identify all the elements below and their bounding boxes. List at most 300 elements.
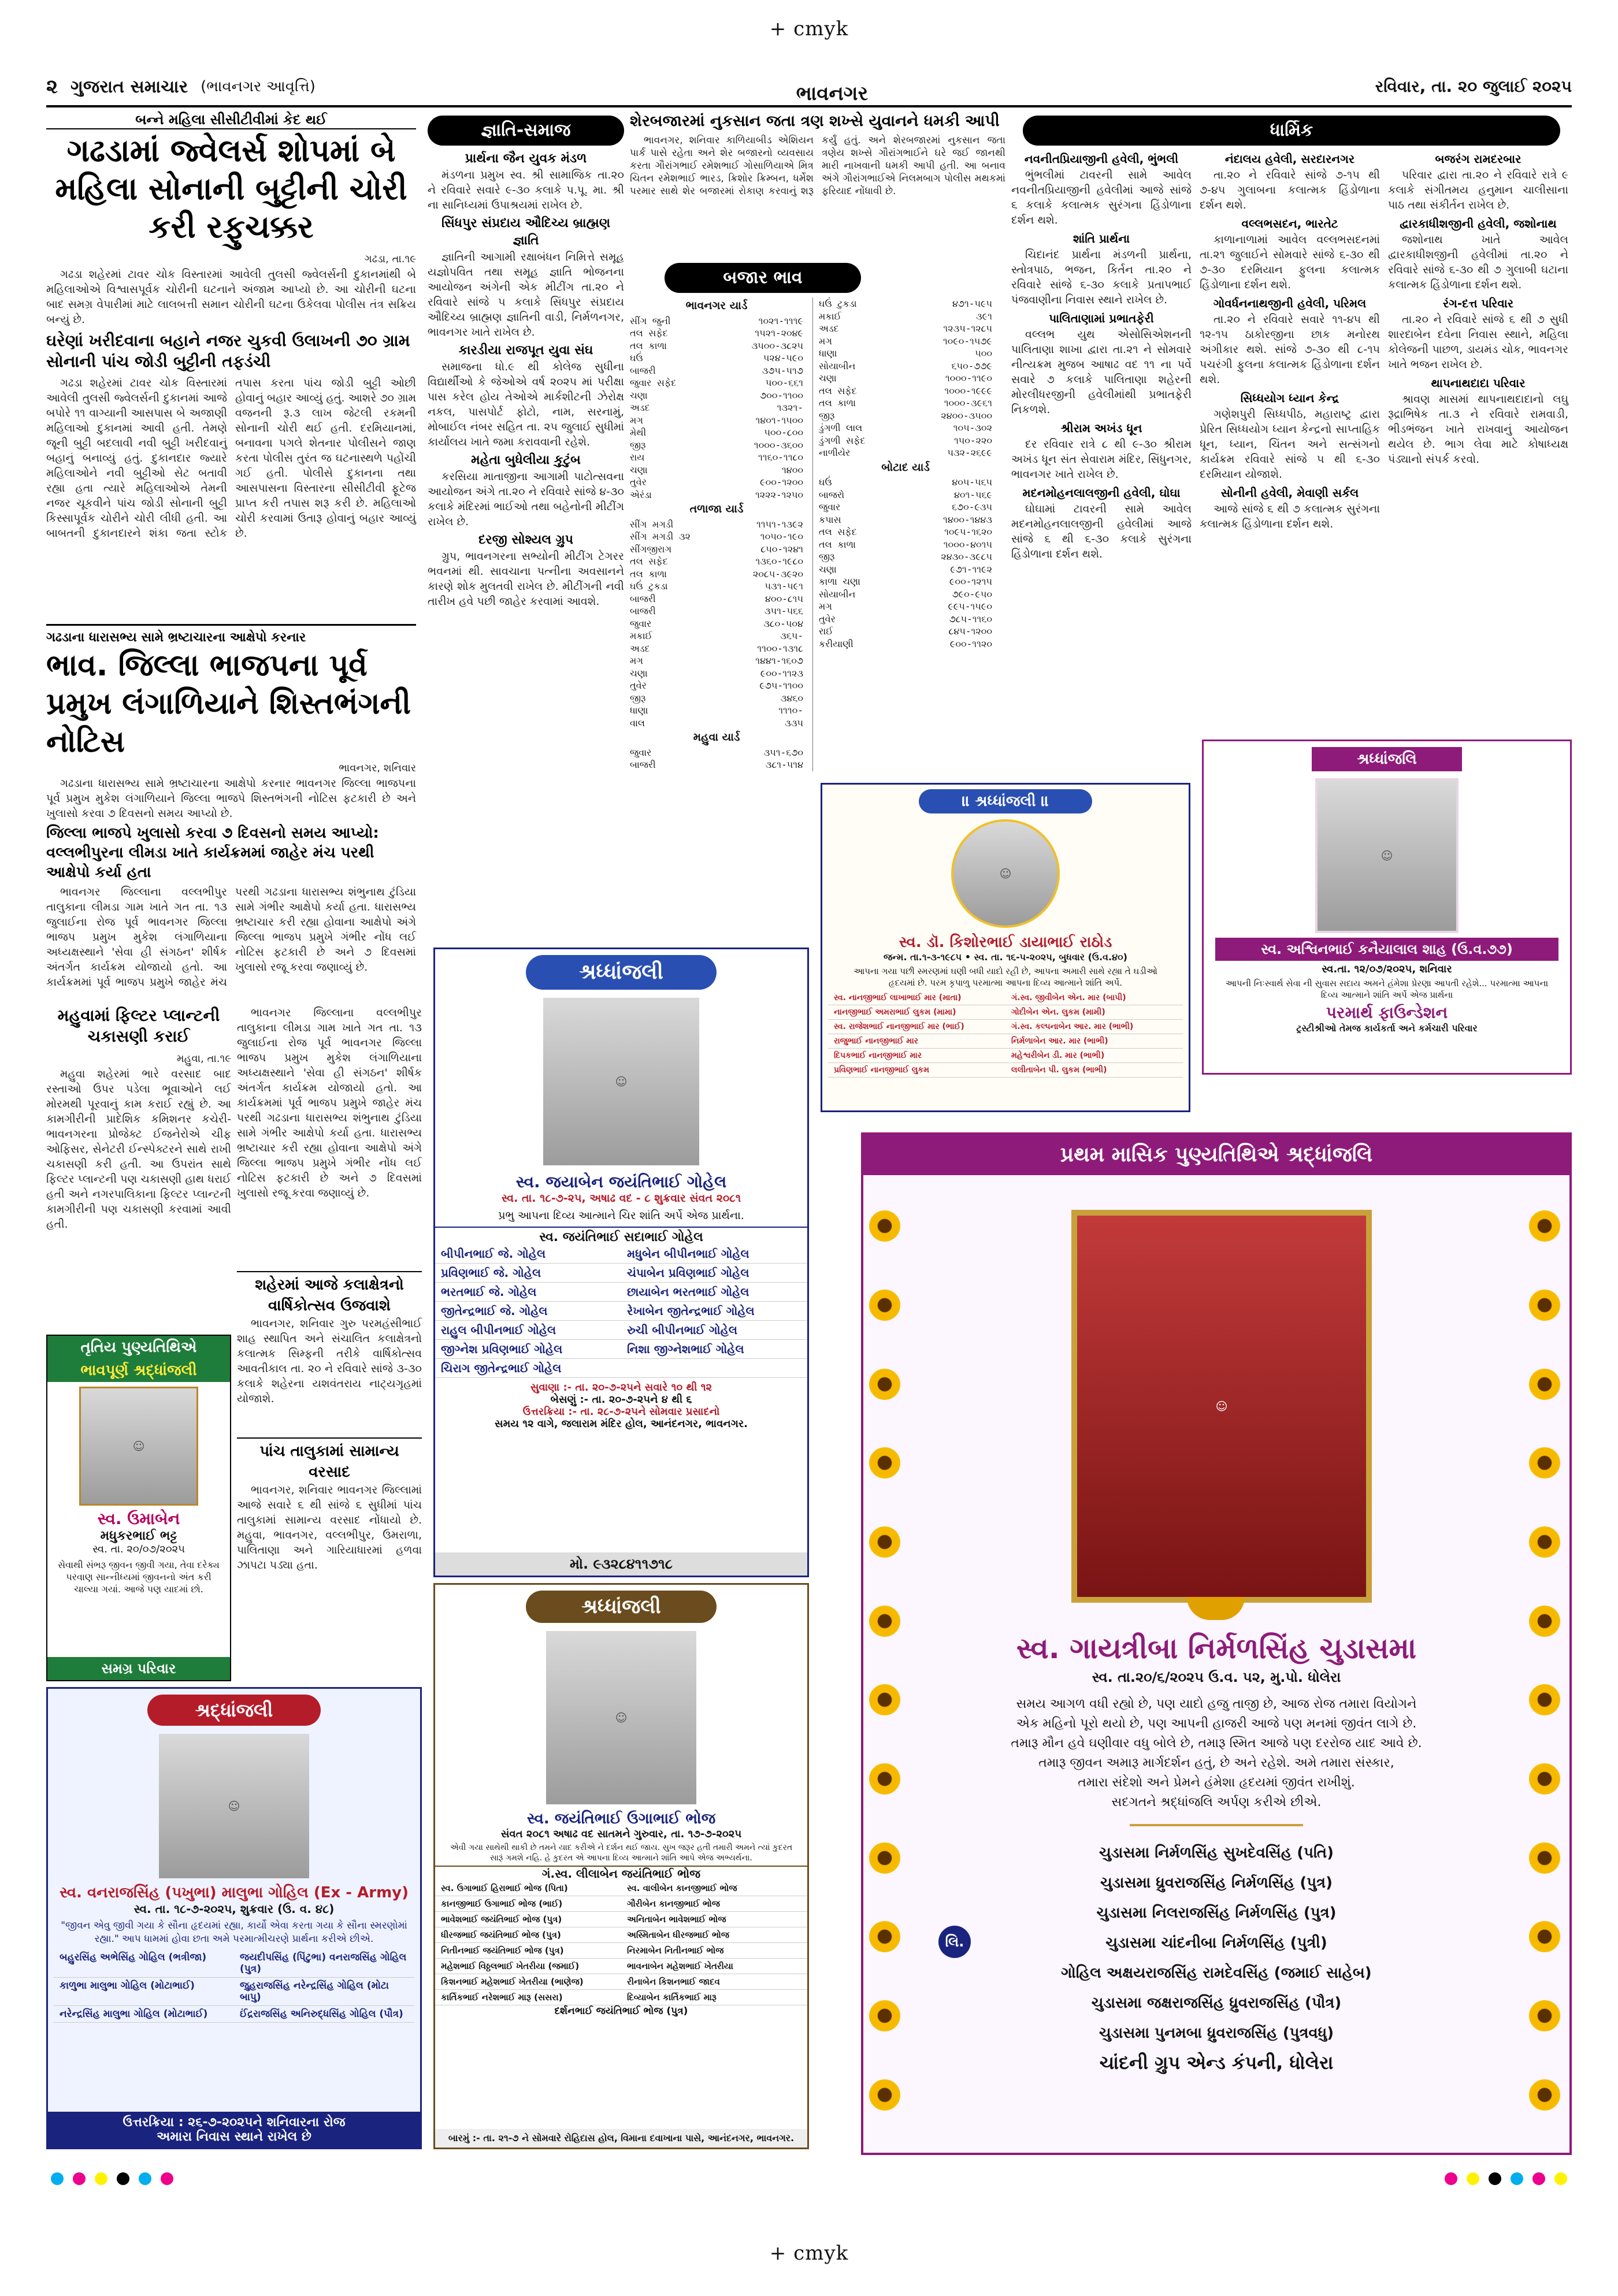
price-row xyxy=(819,514,992,526)
name-cell: નિરમાબેન નિતીનભાઈ ભોજ xyxy=(621,1943,807,1959)
obit4-line: એક મહિનો પૂરો થયો છે, પણ આપની હાજરી આજે પણ મનમાં જીવંત લાગે છે. xyxy=(1016,1717,1417,1731)
story2-lead: ગઢડાના ધારાસભ્ય સામે ભ્રષ્ટાચારના આક્ષેપો કરનાર ભાવનગર જિલ્લા ભાજપના પૂર્વ પ્રમુખ મુકેશ લંગાળિયાને જિલ્લા ભાજપે શિસ્તભંગની નોટિસ ફટકારી છે અને ખુલાસો કરવા ૭ દિવસનો સમય આપ્યો છે. xyxy=(46,777,416,820)
commodity-name: તલ સફેદ xyxy=(630,328,668,339)
religious-body: આજે સાંજે ૬ થી ૭ કલાત્મક સુરંગના કલાત્મક હિંડોળાના દર્શન થશે. xyxy=(1200,503,1380,530)
obit4-name: સ્વ. ગાયત્રીબા નિર્મળસિંહ ચુડાસમા xyxy=(1016,1632,1417,1665)
name-row: ચુડાસમા નિર્મળસિંહ સુખદેવસિંહ (પતિ) xyxy=(1099,1844,1334,1862)
religious-title: મદનમોહનલાલજીની હવેલી, ઘોઘા xyxy=(1022,486,1181,500)
obit6-date: સ્વ. તા. ૧૮-૭-૨૦૨૫, શુક્રવાર (ઉ. વ. ૪૮) xyxy=(133,1902,335,1916)
price-row xyxy=(630,340,803,352)
commodity-name: સોયાબીન xyxy=(819,588,856,600)
price-row xyxy=(630,543,803,556)
obit1-date: સ્વ. તા. ૧૮-૭-૨૫, અષાઢ વદ - ૮ શુક્રવાર સંવત ૨૦૮૧ xyxy=(501,1192,741,1205)
price-row xyxy=(630,759,803,771)
commodity-price: ૭૮૫-૧૧૬૦ xyxy=(949,613,992,625)
commodity-price: ૧૧૧૦- xyxy=(778,705,803,716)
commodity-name: ઘઉં xyxy=(630,352,643,363)
community-item-title: મહેતા બુધેલીયા કુટુંબ xyxy=(471,453,581,467)
story3-text: મહુવા શહેરમાં ભારે વરસાદ બાદ રસ્તાઓ ઉપર પડેલા ભૂવાઓને લઈ મોરમથી પૂરવાનું કામ કરાઈ રહ્યું છે. આ કામગીરીની પ્રાદેશિક કમિશનર કચેરી-ભાવનગરના પ્રોજેક્ટ ઈજનેરોએ ચીફ ઓફિસર, સેનેટરી ઈન્સ્પેક્ટરને સાથે રાખી ચકાસણી કરી હતી. આ ઉપરાંત સાથે ફિલ્ટર પ્લાન્ટની પણ ચકાસણી હાથ ધરાઈ હતી અને નગરપાલિકાના ફિલ્ટર પ્લાન્ટની કામગીરીની પણ ચકાસણી કરવામાં આવી હતી. xyxy=(46,1068,231,1231)
commodity-name: રાઈ xyxy=(819,626,833,637)
name-cell: કિશનભાઈ મહેશભાઈ ખેતરીયા (ભાણેજ) xyxy=(435,1974,621,1990)
price-row xyxy=(630,451,803,464)
price-row xyxy=(630,679,803,692)
story1 xyxy=(46,111,416,619)
yard-title: બોટાદ યાર્ડ xyxy=(881,460,930,474)
price-row xyxy=(819,372,992,385)
commodity-name: એરંડા xyxy=(630,489,652,500)
commodity-name: જીરૂ xyxy=(819,410,835,421)
story2-body2 xyxy=(46,885,416,990)
portrait-icon: ☺ xyxy=(132,1439,145,1453)
commodity-price: ૧૦૦૦-૧૧૯૦ xyxy=(945,373,992,384)
price-row xyxy=(819,335,992,348)
obit1-phone: મો. ૯૩૨૮૪૧૧૭૧૮ xyxy=(435,1552,807,1576)
commodity-name: બાજરી xyxy=(630,593,656,604)
religious-title: સિધ્ધયોગ ધ્યાન કેન્દ્ર xyxy=(1240,391,1339,405)
obit6-footer2: અમારા નિવાસ સ્થાને રાખેલ છે xyxy=(157,2130,311,2144)
price-row xyxy=(819,310,992,323)
pune-photo xyxy=(79,1387,198,1506)
urban-body1 xyxy=(237,1316,422,1437)
price-row xyxy=(819,638,992,651)
name-row: ચુડાસમા પુનમબા ધ્રુવરાજસિંહ (પુત્રવધુ) xyxy=(1099,2024,1334,2042)
commodity-price: ૯૯૫-૧૫૯૦ xyxy=(948,601,992,612)
obit4 xyxy=(861,1132,1572,2155)
price-row xyxy=(819,489,992,501)
obit2-photo xyxy=(951,819,1060,928)
pune-family: સમગ્ર પરિવાર xyxy=(47,1657,230,1680)
name-cell: નરેન્દ્રસિંહ માલુભા ગોહિલ (મોટાભાઈ) xyxy=(54,2006,234,2023)
registration-top xyxy=(699,17,919,46)
black-dot xyxy=(1489,2172,1501,2185)
name-cell: નિશા જીગ્નેશભાઈ ગોહેલ xyxy=(621,1340,807,1359)
commodity-name: ઘઉં ટુકડા xyxy=(819,298,857,309)
commodity-name: વાલ xyxy=(630,717,645,729)
name-cell: છાયાબેન ભરતભાઈ ગોહેલ xyxy=(621,1283,807,1302)
commodity-price: ૩૫૧-૬૭૦ xyxy=(763,746,803,758)
name-cell: નાનજીભાઈ અમરાભાઈ લુકમ (મામા) xyxy=(828,1005,1005,1020)
name-cell: ભાવેશભાઈ જયંતિભાઈ ભોજ (પુત્ર) xyxy=(435,1912,621,1927)
obit4-text xyxy=(915,1695,1517,1812)
obit1-uthamnu: ઉત્તરક્રિયા :- તા. ૨૮-૭-૨૫ને સોમવાર પ્રસાદનો xyxy=(522,1406,720,1418)
sunflower-icon xyxy=(1529,1526,1560,1558)
religious-body: વલ્લભ યુથ એસોસિએશનની પાલિતાણા શાખા દ્વારા તા.૨૧ ને સોમવારે નીત્યક્રમ મુજબ આષાઢ વદ ૧૧ ના પર્વે સવારે ૭ કલાકે પાલિતાણા શહેરની મોરલીધરજીની હવેલીમાંથી પ્રભાતફેરી નિકળશે. xyxy=(1011,328,1192,416)
commodity-price: ૨૪૦૦-૩૫૦૦ xyxy=(941,410,992,421)
price-row xyxy=(819,538,992,551)
sunflower-icon xyxy=(869,2000,900,2031)
price-row xyxy=(630,746,803,759)
religious-body: તા.૨૦ ને રવિવારે સાંજે ૬ થી ૭ સુધી શારદાબેન દવેના નિવાસ સ્થાને, મહિલા કોલેજની પાછળ, ડાયમંડ ચોક, ભાવનગર ખાતે ભજન રાખેલ છે. xyxy=(1388,313,1568,371)
religious-columns xyxy=(1011,150,1572,564)
paper-name: ગુજરાત સમાચાર xyxy=(70,76,188,97)
market-col-right xyxy=(812,298,992,771)
commodity-name: બાજરી xyxy=(630,759,656,770)
obit3-sub: ટ્રસ્ટીશ્રીઓ તેમજ કાર્યકર્તા અને કર્મચારી પરિવાર xyxy=(1296,1023,1478,1034)
price-row xyxy=(630,327,803,340)
commodity-price: ૨૪૩૦-૩૯૮૫ xyxy=(941,551,992,562)
sunflower-icon xyxy=(1529,2079,1560,2111)
name-cell: કાનજીભાઈ ઉગાભાઈ ભોજ (ભાઈ) xyxy=(435,1896,621,1912)
obit1-head: સ્વ. જયંતિભાઈ સદાભાઈ ગોહેલ xyxy=(435,1227,807,1244)
price-row xyxy=(630,315,803,328)
commodity-price: ૧૧૦૦-૧૩૧૮ xyxy=(757,642,803,654)
commodity-price: ૧૪૦૧-૧૫૦૦ xyxy=(755,414,803,426)
name-cell: પ્રવિણભાઈ જે. ગોહેલ xyxy=(435,1264,621,1283)
magenta-dot xyxy=(161,2172,173,2185)
price-row xyxy=(630,489,803,501)
name-cell: મહેશ્વરીબેન ડી. માર (ભાભી) xyxy=(1005,1049,1183,1063)
obit1-name: સ્વ. જયાબેન જયંતિભાઈ ગોહેલ xyxy=(515,1172,727,1191)
commodity-price: ૯૭૧-૧૧૯૨ xyxy=(950,563,992,575)
commodity-price: ૧૧૬૦-૧૧૮૦ xyxy=(758,452,803,463)
sunflower-icon xyxy=(1529,1684,1560,1715)
community-item-body: મંડળના પ્રમુખ સ્વ. શ્રી સામાજિક તા.૨૦ ને રવિવારે સવારે ૯-૩૦ કલાકે પ.પૂ. મા. શ્રી ના સાનિધ્યમાં ઉપાશ્રયમાં રાખેલ છે. xyxy=(428,169,624,211)
commodity-price: ૫૦૦ xyxy=(975,348,992,359)
name-cell: લલીતાબેન પી. લુકમ (ભાભી) xyxy=(1005,1063,1183,1078)
price-row xyxy=(819,322,992,335)
sunflower-icon xyxy=(869,1369,900,1400)
price-row xyxy=(819,397,992,410)
story3-headline: મહુવામાં ફિલ્ટર પ્લાન્ટની ચકાસણી કરાઈ xyxy=(57,1006,220,1046)
name-cell xyxy=(621,1359,807,1378)
community-item-body: સમાજના ધો.૯ થી કોલેજ સુધીના વિદ્યાર્થીઓ કે જેઓએ વર્ષ ૨૦૨૫ માં પરીક્ષા પાસ કરેલ હોય તેઓએ માર્કશીટની ઝેરોક્ષ નકલ, પાસપોર્ટ ફોટો, નામ, સરનામું, મોબાઈલ નંબર સહિત તા. ૨૫ જુલાઈ સુધીમાં કાર્યાલય ખાતે જમા કરાવવાની રહેશે. xyxy=(428,361,624,448)
price-row xyxy=(630,593,803,605)
urban-body2-text: ભાવનગર, શનિવાર ભાવનગર જિલ્લામાં આજે સવારે ૬ થી સાંજે ૬ સુધીમાં પાંચ તાલુકામાં સામાન્ય વરસાદ નોંધાયો છે. મહુવા, ભાવનગર, વલ્લભીપુર, ઉમરાળા, પાલિતાણા અને ગારિયાધારમાં હળવા ઝાપટા પડ્યા હતા. xyxy=(237,1484,422,1571)
commodity-name: નાળીયેર xyxy=(819,447,851,458)
urban-head1: શહેરમાં આજે કલાક્ષેત્રનો વાર્ષિકોત્સવ ઉજવાશે xyxy=(237,1271,422,1316)
commodity-name: બાજરો xyxy=(819,489,845,500)
commodity-price: ૬૫૦-૭૭૯ xyxy=(951,360,992,371)
commodity-name: તલ સફેદ xyxy=(630,556,668,567)
price-row xyxy=(630,618,803,630)
price-row xyxy=(630,704,803,717)
commodity-name: સોયાબીન xyxy=(819,360,856,371)
name-cell: ધીરજભાઈ જયંતિભાઈ ભોજ (પુત્ર) xyxy=(435,1927,621,1943)
yellow-dot xyxy=(1554,2172,1567,2185)
name-cell: બહુરસિંહ અભેસિંહ ગોહિલ (ભત્રીજા) xyxy=(54,1949,234,1978)
price-row xyxy=(630,439,803,452)
sunflower-icon xyxy=(1529,1606,1560,1637)
commodity-name: કાળા ચણા xyxy=(819,576,860,587)
commodity-name: ડુંગળી સફેદ xyxy=(819,434,866,446)
obit5-banner: શ્રધ્ધાંજલી xyxy=(526,1591,717,1623)
cyan-dot xyxy=(51,2172,64,2185)
name-cell: મહેશભાઈ વિઠ્ઠલભાઈ ખેતરીયા (જમાઈ) xyxy=(435,1959,621,1974)
religious-col1 xyxy=(1011,150,1192,564)
obit1-sava: સુવાણા :- તા. ૨૦-૭-૨૫ને સવારે ૧૦ થી ૧૨ xyxy=(530,1381,712,1394)
commodity-name: ચણા xyxy=(630,389,648,401)
commodity-name: જીરૂ xyxy=(630,439,646,451)
name-cell: બીપીનભાઈ જે. ગોહેલ xyxy=(435,1244,621,1264)
commodity-name: મકાઈ xyxy=(819,310,841,322)
commodity-name: તલ કાળા xyxy=(819,538,856,550)
stock-story xyxy=(630,111,1005,255)
pune-title: ભાવપૂર્ણ શ્રદ્ધાંજલી xyxy=(47,1359,230,1382)
commodity-name: બાજરી xyxy=(630,605,656,616)
story2-body2-text: ભાવનગર જિલ્લાના વલ્લભીપુર તાલુકાના લીમડા ગામ ખાતે ગત તા. ૧૩ જુલાઈના રોજ પૂર્વ ભાવનગર જિલ્લા ભાજપ પ્રમુખ મુકેશ લંગાળિયાના અધ્યક્ષસ્થાને 'સેવા હી સંગઠન' શીર્ષક અંતર્ગત કાર્યક્રમ યોજાયો હતો. આ કાર્યક્રમમાં પૂર્વ ભાજપ પ્રમુખે જાહેર મંચ પરથી ગઢડાના ધારાસભ્ય શંભુનાથ ટુંડિયા સામે ગંભીર આક્ષેપો કર્યા હતા. ધારાસભ્ય ભ્રષ્ટાચાર કરી રહ્યા હોવાના આક્ષેપો અંગે જિલ્લા ભાજપ પ્રમુખે ગંભીર નોંધ લઈ નોટિસ ફટકારી છે અને ૭ દિવસમાં ખુલાસો રજૂ કરવા જણાવ્યું છે. xyxy=(46,886,416,989)
commodity-name: જુવાર xyxy=(630,618,652,629)
commodity-name: તલ કાળા xyxy=(630,568,667,579)
commodity-price: ૩૯૧ xyxy=(976,310,992,322)
name-cell: કાર્તિકભાઈ નરેશભાઈ મારૂ (સસરા) xyxy=(435,1990,621,2005)
commodity-name: તુવેર xyxy=(630,477,647,488)
price-row xyxy=(630,630,803,642)
sunflower-icon xyxy=(869,1684,900,1715)
story2-kicker: ગઢડાના ધારાસભ્ય સામે ભ્રષ્ટાચારના આક્ષેપો કરનાર xyxy=(46,630,306,645)
obit4-firm: ચાંદની ગ્રુપ એન્ડ કંપની, ધોલેરા xyxy=(1099,2052,1334,2074)
price-row xyxy=(630,530,803,543)
commodity-name: સીંગજીરાગ xyxy=(630,543,672,555)
obit3-banner: શ્રધ્ધાંજલિ xyxy=(1312,747,1462,771)
name-row: ચુડાસમા નિલરાજસિંહ નિર્મળસિંહ (પુત્ર) xyxy=(1096,1904,1337,1922)
commodity-price: ૩૪૬૦ xyxy=(780,692,803,704)
religious-body: કાળાનાળામાં આવેલ વલ્લભસદનમાં તા.૨૧ જુલાઈને સોમવારે સાંજે ૬-૩૦ થી ૭-૩૦ દરમિયાન ફુલના કલાત્મક હિંડોળાના દર્શન થશે. xyxy=(1200,233,1380,291)
obit4-li: લિ. xyxy=(938,1926,971,1958)
religious-body: જશોનાથ ખાતે આવેલ દ્વારકાધીશજીની હવેલીમાં તા.૨૦ ને રવિવારે સાંજે ૬-૩૦ થી ૭ ગુલાબી ઘટાના કલાત્મક હિંડોળાના દર્શન થશે. xyxy=(1388,233,1568,291)
religious-title: બજરંગ રામદરબાર xyxy=(1435,152,1521,166)
story1-kicker: બન્ને મહિલા સીસીટીવીમાં કેદ થઈ xyxy=(46,111,416,129)
religious-body: શ્રાવણ માસમાં થાપનાથદાદાનો લઘુ રૂદ્રાભિષેક તા.૩ ને રવિવારે રામવાડી, ભીડભંજન ખાતે રાખવાનું આયોજન થયેલ છે. ભાગ લેવા માટે કોષાધ્યક્ષ પંડ્યાનો સંપર્ક કરવો. xyxy=(1388,393,1568,466)
sunflower-icon xyxy=(1529,1921,1560,1952)
price-row xyxy=(630,655,803,667)
name-cell: જીતેન્દ્રભાઈ જે. ગોહેલ xyxy=(435,1302,621,1321)
price-row xyxy=(819,600,992,613)
commodity-price: ૧૫૨૧-૨૦૪૯ xyxy=(755,328,803,339)
commodity-price: ૯૦૦-૧૧૨૩ xyxy=(760,667,803,679)
story1-dateline: ગઢડા, તા.૧૯ xyxy=(364,253,416,265)
religious-title: રંગ-દત્ત પરિવાર xyxy=(1442,296,1514,310)
story2 xyxy=(46,624,416,1000)
obit1-prayer: પ્રભુ આપના દિવ્ય આત્માને ચિર શાંતિ અર્પે એજ પ્રાર્થના. xyxy=(498,1209,744,1222)
name-cell: મધુબેન બીપીનભાઈ ગોહેલ xyxy=(621,1244,807,1264)
commodity-price: ૧૧૫૧-૧૩૯૨ xyxy=(756,518,803,530)
obit3 xyxy=(1202,740,1572,1075)
commodity-price: ૪૦૧-૫૬૯ xyxy=(954,489,992,500)
obit2-date: જન્મ. તા.૧-૩-૧૯૮૫ • સ્વ. તા. ૧૬-૫-૨૦૨૫, બુધવાર (ઉ.વ.૪૦) xyxy=(884,952,1127,963)
story2-headline: ભાવ. જિલ્લા ભાજપના પૂર્વ પ્રમુખ લંગાળિયાને શિસ્તભંગની નોટિસ xyxy=(46,648,411,759)
commodity-name: ધાણા xyxy=(819,348,837,359)
obit2-banner: ॥ શ્રધ્ધાંજલી ॥ xyxy=(919,789,1092,813)
yellow-dot xyxy=(1467,2172,1479,2185)
price-row xyxy=(819,588,992,601)
obit3-date: સ્વ.તા. ૧૨/૦૭/૨૦૨૫, શનિવાર xyxy=(1322,963,1452,975)
obit2-names xyxy=(822,991,1189,1078)
obit6-banner: શ્રદ્ધાંજલી xyxy=(147,1695,321,1726)
name-cell: ચંપાબેન પ્રવિણભાઈ ગોહેલ xyxy=(621,1264,807,1283)
commodity-name: જીરૂ xyxy=(819,551,835,562)
commodity-price: ૧૦૦૦-૩૬૦૦ xyxy=(754,439,803,451)
obit3-name: સ્વ. અશ્વિનભાઈ કનૈયાલાલ શાહ (ઉ.વ.૭૭) xyxy=(1215,938,1558,961)
commodity-name: ઘઉં xyxy=(819,477,832,488)
commodity-price: ૩૫૦૦-૩૮૨૫ xyxy=(751,340,803,351)
name-row: ગોહિલ અક્ષયરાજસિંહ રામદેવસિંહ (જમાઈ સાહેબ) xyxy=(1061,1964,1372,1982)
ornament-divider xyxy=(1130,1824,1303,1826)
religious-body: ગણેશપુરી સિધ્ધપીઠ, મહારાષ્ટ્ર દ્વારા પ્રેરિત સિધ્ધયોગ ધ્યાન કેન્દ્રનો સાપ્તાહિક ધૂન, ધ્યાન, ચિંતન અને સત્સંગનો કાર્યક્રમ રવિવારે સાંજે ૫ થી ૬-૩૦ દરમિયાન યોજાશે. xyxy=(1200,408,1380,481)
stock-headline: શેરબજારમાં નુકસાન જતા ત્રણ શખ્સે યુવાનને ધમકી આપી xyxy=(630,112,1000,130)
registration-label: + cmyk xyxy=(769,2242,849,2265)
religious-title: પાલિતાણામાં પ્રભાતફેરી xyxy=(1049,311,1154,325)
masthead-rule xyxy=(46,105,1572,107)
urban-news xyxy=(237,1005,422,1571)
price-row xyxy=(630,717,803,730)
obit1 xyxy=(433,948,809,1577)
commodity-name: ઘઉં ટુકડા xyxy=(630,581,668,592)
commodity-name: તુવેર xyxy=(819,613,836,625)
story3-body xyxy=(46,1052,231,1232)
commodity-name: અડદ xyxy=(630,642,650,654)
obit1-venue: સમય ૧૨ વાગે, જલારામ મંદિર હોલ, આનંદનગર, ભાવનગર. xyxy=(494,1418,748,1430)
obit1-besnu: બેસણું :- તા. ૨૦-૭-૨૫ને ૪ થી ૬ xyxy=(550,1394,692,1406)
commodity-price: ૧૦૯૦-૧૫૭૯ xyxy=(942,335,992,347)
sunflower-icon xyxy=(1529,2000,1560,2031)
obit6-footer xyxy=(48,2112,420,2148)
name-cell: રેખાબેન જીતેન્દ્રભાઈ ગોહેલ xyxy=(621,1302,807,1321)
name-cell: અસ્મિતાબેન ધીરજભાઈ ભોજ xyxy=(621,1927,807,1943)
obit1-schedule xyxy=(435,1381,807,1430)
price-row xyxy=(819,347,992,360)
price-row xyxy=(819,625,992,638)
price-row xyxy=(630,518,803,531)
commodity-price: ૩૬૫- xyxy=(780,630,803,641)
pune-tribute xyxy=(46,1335,231,1681)
name-cell: રીનાબેન કિશનભાઈ જાદવ xyxy=(621,1974,807,1990)
commodity-name: અડદ xyxy=(630,402,650,413)
commodity-name: તલ સફેદ xyxy=(819,385,857,396)
commodity-price: ૬૭૦-૯૩૫ xyxy=(952,501,992,512)
color-bar-left xyxy=(46,2172,254,2190)
commodity-name: ચણા xyxy=(819,373,837,384)
price-row xyxy=(630,692,803,705)
stock-body xyxy=(630,134,1005,199)
sunflower-icon xyxy=(1529,1369,1560,1400)
magenta-dot xyxy=(1532,2172,1545,2185)
portrait-icon: ☺ xyxy=(615,1711,628,1725)
commodity-name: કપાસ xyxy=(819,514,841,525)
religious-title: નંદાલય હવેલી, સરદારનગર xyxy=(1224,152,1355,166)
commodity-name: મગ xyxy=(819,601,832,612)
price-row xyxy=(630,476,803,489)
sunflower-icon xyxy=(1529,1842,1560,1874)
name-cell: ઈંદ્રરાજસિંહ અનિરુદ્ધસિંહ ગોહિલ (પૌત્ર) xyxy=(234,2006,414,2023)
commodity-price: ૫૩૨-૨૬૯૯ xyxy=(947,447,992,458)
price-row xyxy=(819,575,992,588)
story3-dateline: મહુવા, તા.૧૯ xyxy=(176,1053,231,1065)
obit6-photo xyxy=(159,1734,309,1878)
yard-title: તળાજા યાર્ડ xyxy=(689,503,744,515)
market-section-header: બજાર ભાવ xyxy=(665,263,861,293)
name-row: ચુડાસમા ધ્રુવરાજસિંહ નિર્મળસિંહ (પુત્ર) xyxy=(1100,1874,1333,1892)
commodity-price: ૩૮૧-૫૧૪ xyxy=(765,759,803,770)
commodity-price: ૧૦૦૦-૧૯૯૯ xyxy=(944,385,992,396)
story3 xyxy=(46,1005,231,1329)
sunflower-icon xyxy=(869,1210,900,1242)
commodity-name: સીંગ મગડી ૩૨ xyxy=(630,531,691,542)
commodity-price: ૧૦૨૧-૧૧૧૯ xyxy=(758,315,803,326)
story1-body2 xyxy=(46,376,416,542)
cyan-dot xyxy=(139,2172,151,2185)
name-cell: રાહુલ બીપીનભાઈ ગોહેલ xyxy=(435,1321,621,1340)
sunflower-icon xyxy=(1529,1290,1560,1321)
story1-body1 xyxy=(46,252,416,327)
portrait-icon: ☺ xyxy=(615,1075,628,1088)
commodity-name: મગ xyxy=(630,655,643,666)
commodity-name: મેથી xyxy=(630,427,647,438)
story1-subhead: ઘરેણાં ખરીદવાના બહાને નજર ચુકવી ઉલાખની ૭૦ ગ્રામ સોનાની પાંચ જોડી બુટ્ટીની તફડંચી xyxy=(46,331,410,371)
name-row xyxy=(915,1928,1517,1958)
commodity-price: ૫૩૧-૫૯૧ xyxy=(765,581,803,592)
portrait-icon: ☺ xyxy=(1381,849,1393,863)
name-cell: જીગ્નેશ પ્રવિણભાઈ ગોહેલ xyxy=(435,1340,621,1359)
obit5-photo xyxy=(546,1631,696,1804)
pune-date: સ્વ. તા. ૨૦/૦૭/૨૦૨૫ xyxy=(92,1543,185,1555)
name-cell: સ્વ. વાલીબેન કાનજીભાઈ ભોજ xyxy=(621,1881,807,1896)
registration-bottom xyxy=(699,2242,919,2271)
name-cell: દિવ્યાબેન કાર્તિકભાઈ મારૂ xyxy=(621,1990,807,2005)
community-item-body: જ્ઞાતિની આગામી રક્ષાબંધન નિમિત્તે સમૂહ યજ્ઞોપવિત તથા સમૂહ જ્ઞાતિ ભોજનના આયોજન અંગેની એક મીટીંગ તા.૨૦ ને રવિવારે સાંજે ૫ કલાકે સિંધપુર સંપ્રદાય ઔદિચ્ય બ્રાહ્મણ જ્ઞાતિની વાડી, નિર્મળનગર, ભાવનગર ખાતે રાખેલ છે. xyxy=(428,251,624,339)
community-item-title: સિંધપુર સંપ્રદાય ઔદિચ્ય બ્રાહ્મણ જ્ઞાતિ xyxy=(441,216,611,248)
portrait-icon: ☺ xyxy=(228,1799,240,1813)
price-row xyxy=(630,426,803,439)
commodity-price: ૨૦૮૫-૩૯૨૦ xyxy=(752,568,803,579)
obit2-text: આપના ગયા પછી સ્મરણમાં ઘણી બધી યાદો રહી છે, આપના અમારી સાથે રહ્યા તે ઘડીઓ હૃદયમાં છે. પરમ કૃપાળુ પરમાત્મા આપના દિવ્ય આત્માને શાંતિ અર્પે. xyxy=(853,966,1157,988)
religious-title: થાપનાથદાદા પરિવાર xyxy=(1431,376,1526,390)
commodity-name: અડદ xyxy=(819,323,839,334)
name-cell: ગં.સ્વ. કલ્પનાબેન આર. માર (ભાભી) xyxy=(1005,1020,1183,1034)
religious-title: દ્વારકાધીશજીની હવેલી, જશોનાથ xyxy=(1400,217,1557,231)
commodity-price: ૫૨૪-૫૯૦ xyxy=(763,352,803,363)
commodity-name: ચણા xyxy=(819,563,837,575)
price-row xyxy=(819,360,992,373)
yard1b-rows xyxy=(819,298,992,459)
price-row xyxy=(630,389,803,402)
commodity-name: કરીયાણી xyxy=(819,638,853,649)
pune-text: સેવાથી સંભરૂ જીવન જીવી ગયા, તેવા દરેક્ય પરવાણ સાન્નીધ્યમાં જીવનનો અંત કરી ચાલ્યા ગયાં. આજે પણ યાદમાં છો. xyxy=(58,1559,220,1595)
religious-body: ઘોઘામાં ટાવરની સામે આવેલ મદનમોહનલાલજીની હવેલીમાં આજે સાંજે ૬ થી ૬-૩૦ કલાકે સુરંગના હિંડોળાના દર્શન થશે. xyxy=(1011,503,1192,560)
commodity-price: ૧૦૯૫-૧૬૨૦ xyxy=(944,526,992,537)
obit5 xyxy=(433,1583,809,2149)
commodity-price: ૧૩૨૧- xyxy=(777,402,803,413)
name-cell: ભાવનાબેન મહેશભાઈ ખેતરીયા xyxy=(621,1959,807,1974)
obit4-content xyxy=(915,1632,1517,2074)
name-cell: રુચી બીપીનભાઈ ગોહેલ xyxy=(621,1321,807,1340)
obit4-line: સદગતને શ્રદ્ધાંજલિ અર્પણ કરીએ છીએ. xyxy=(1111,1795,1322,1810)
religious-section-header: ધાર્મિક xyxy=(1023,116,1560,146)
commodity-price: ૧૪૦૦ xyxy=(781,464,803,475)
city-section-title: ભાવનગર xyxy=(740,82,925,105)
portrait-icon: ☺ xyxy=(999,867,1012,880)
commodity-name: મકાઈ xyxy=(630,630,652,641)
commodity-price: ૧૦૦૦-૪૦૧૫ xyxy=(943,538,992,550)
religious-body: ચિદાનંદ પ્રાર્થના મંડળની પ્રાર્થના, સ્તોત્રપાઠ, ભજન, કિર્તન તા.૨૦ ને રવિવારે સાંજે ૬-૩૦ કલાકે પ્રતાપભાઈ પંજવાણીના નિવાસ સ્થાને રાખેલ છે. xyxy=(1011,248,1192,306)
commodity-name: તલ કાળા xyxy=(819,397,856,408)
community-item-title: કારડીયા રાજપૂત યુવા સંઘ xyxy=(458,343,593,358)
religious-col3 xyxy=(1388,150,1568,564)
story2-body xyxy=(46,761,416,821)
obit5-date: સંવત ૨૦૮૧ અષાઢ વદ સાતમને ગુરુવાર, તા. ૧૭-૭-૨૦૨૫ xyxy=(500,1828,742,1840)
commodity-price: ૩૭૫-૫૧૭ xyxy=(762,365,803,376)
religious-body: તા.૨૦ ને રવિવારે સાંજે ૭-૧૫ થી ૭-૪૫ ગુલાબના કલાત્મક હિંડોળાના દર્શન થશે. xyxy=(1200,169,1380,211)
religious-title: શાંતિ પ્રાર્થના xyxy=(1073,232,1130,246)
community-section-header: જ્ઞાતિ-સમાજ xyxy=(428,116,624,146)
religious-title: નવનીતપ્રિયાજીની હવેલી, ભુંભલી xyxy=(1024,152,1179,166)
commodity-price: ૧૪૪૧-૧૬૦૭ xyxy=(755,655,803,666)
commodity-name: મગ xyxy=(630,414,643,426)
commodity-price: ૧૦૫-૩૦૨ xyxy=(953,422,992,433)
religious-col2 xyxy=(1200,150,1380,564)
commodity-price: ૭૦૦-૧૧૦૦ xyxy=(760,389,803,401)
name-cell: કાળુભા માલુભા ગોહિલ (મોટાભાઈ) xyxy=(54,1978,234,2006)
urban-body1-text: ભાવનગર, શનિવાર ગુરુ પરમહંસીભાઈ શાહ સ્થાપિત અને સંચાલિત કલાક્ષેત્રનો કલાત્મક સિમ્ફની તરીકે વાર્ષિકોત્સવ આવતીકાલ તા. ૨૦ ને રવિવારે સાંજે ૩-૩૦ કલાકે શહેરના યશવંતરાય નાટ્યગૃહમાં યોજાશે. xyxy=(237,1317,422,1405)
